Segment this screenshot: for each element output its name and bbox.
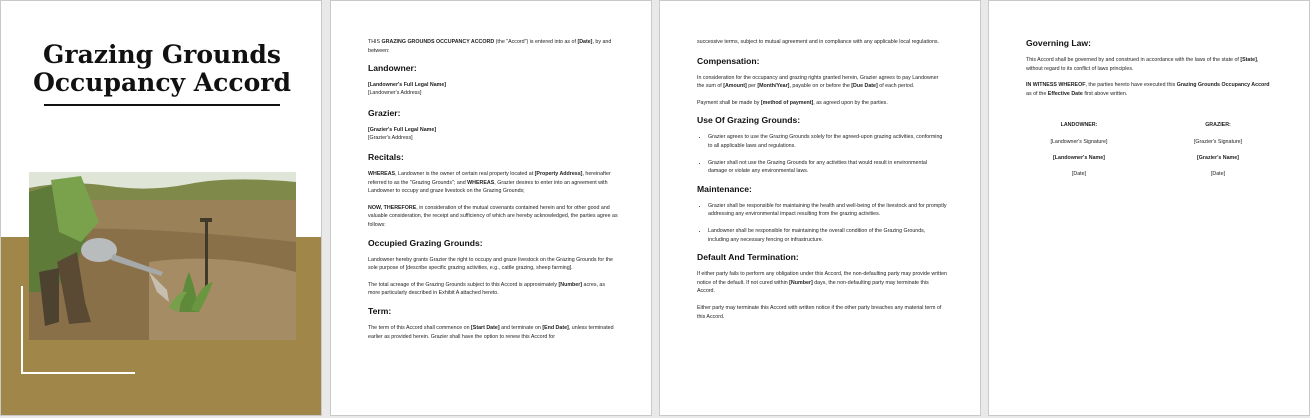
cover-frame-line-vertical: [21, 286, 23, 374]
page-3-content: [697, 38, 947, 329]
cover-photo-illustration: [29, 172, 296, 340]
intro-date-placeholder: [Date]: [577, 39, 593, 45]
text-run: of each period.: [877, 83, 915, 90]
text-run: The total acreage of the Grazing Grounds subject to this Accord is approximately: [368, 281, 559, 288]
text-run: , without regard to its conflict of laws principles.: [1026, 57, 1259, 72]
compensation-paragraph-1: [697, 74, 947, 91]
maintenance-list: [697, 202, 947, 244]
payment-method-placeholder: [method of payment]: [760, 99, 814, 106]
intro-text: THIS: [368, 39, 382, 45]
bold-term: Effective Date: [1047, 90, 1083, 97]
due-date-placeholder: [Due Date]: [851, 83, 878, 90]
governing-law-heading: Governing Law:: [1026, 38, 1091, 48]
cover-frame-line-horizontal: [21, 372, 135, 374]
default-paragraph-1: [697, 270, 947, 296]
text-run: acres, as more particularly described in Exhibit A attached hereto.: [368, 281, 606, 297]
cover-page: [0, 0, 322, 416]
intro-accord-name: GRAZING GROUNDS OCCUPANCY ACCORD: [381, 39, 495, 45]
bold-term: WHEREAS: [368, 171, 396, 177]
amount-placeholder: [Amount]: [723, 83, 747, 90]
list-item: • Grazier agrees to use the Grazing Grounds solely for the agreed-upon grazing activities, conforming to all applicable laws and regulations.: [708, 133, 947, 150]
recital-now-therefore-paragraph: [368, 204, 618, 230]
text-run: This Accord shall be governed by and construed in accordance with the laws of the state of: [1026, 57, 1241, 63]
text-run: , in consideration of the mutual covenants contained herein and for other good and valuable consideration, the receipt and sufficiency of which are hereby acknowledged, the parties agree as follows:: [368, 204, 618, 228]
cover-title-line1: Grazing Grounds: [43, 40, 281, 69]
witness-paragraph: [1026, 81, 1276, 98]
property-address-placeholder: [Property Address]: [534, 171, 583, 177]
recital-whereas-paragraph: [368, 170, 618, 196]
text-run: , payable on or before the: [789, 83, 852, 90]
page-3: [659, 0, 981, 416]
page-4-content: [1026, 38, 1276, 106]
maintenance-heading: Maintenance:: [697, 183, 752, 194]
bold-term: IN WITNESS WHEREOF: [1026, 82, 1086, 89]
default-paragraph-2: Either party may terminate this Accord with written notice if the other party breaches any material term of this Accord.: [697, 304, 942, 320]
accord-name: Grazing Grounds Occupancy Accord: [1176, 82, 1270, 89]
compensation-heading: Compensation:: [697, 55, 760, 66]
use-of-grounds-heading: Use Of Grazing Grounds:: [697, 115, 801, 126]
text-run: If either party fails to perform any obligation under this Accord, the non-defaulting party may provide written notice of the default. If not cured within: [697, 271, 947, 286]
text-run: and terminate on: [499, 324, 543, 331]
landowner-name-placeholder: [Landowner's Name]: [1053, 155, 1105, 161]
page-2: [330, 0, 652, 416]
text-run: per: [746, 83, 758, 90]
grazier-signature-placeholder: [Grazier's Signature]: [1193, 139, 1243, 145]
cover-title-line2: Occupancy Accord: [33, 68, 291, 97]
text-run: , Landowner is the owner of certain real property located at: [395, 171, 535, 177]
period-placeholder: [Month/Year]: [757, 83, 790, 90]
term-paragraph: [368, 324, 618, 341]
term-continuation: successive terms, subject to mutual agreement and in compliance with any applicable local regulations.: [697, 39, 940, 45]
bold-term: NOW, THEREFORE: [368, 204, 417, 211]
acreage-placeholder: [Number]: [558, 281, 583, 288]
text-run: days, the non-defaulting party may terminate this Accord.: [697, 279, 929, 295]
landowner-address-placeholder: [Landowner's Address]: [368, 90, 422, 97]
page-2-content: [368, 38, 618, 349]
grazier-address-placeholder: [Grazier's Address]: [368, 134, 413, 141]
text-run: The term of this Accord shall commence on: [368, 324, 472, 331]
grazier-signature-title: GRAZIER:: [1205, 122, 1231, 128]
grazier-heading: Grazier:: [368, 107, 401, 118]
recitals-heading: Recitals:: [368, 152, 404, 162]
text-run: , the parties hereto have executed this: [1085, 82, 1177, 89]
compensation-paragraph-2: [697, 99, 947, 108]
occupied-grounds-paragraph-1: Landowner hereby grants Grazier the right to occupy and graze livestock on the Grazing Grounds for the sole purpose of [describe specific grazing activities, e.g., cattle grazing, sheep farming].: [368, 256, 613, 272]
text-run: In consideration for the occupancy and grazing rights granted herein, Grazier agrees to pay Landowner the sum of: [697, 74, 939, 90]
state-placeholder: [State]: [1240, 57, 1257, 63]
text-run: , unless terminated earlier as provided herein. Grazier shall have the option to renew this Accord for: [368, 324, 614, 340]
intro-text: , by and between:: [368, 39, 612, 54]
page-4: [988, 0, 1310, 416]
occupied-grounds-paragraph-2: [368, 281, 618, 298]
landowner-heading: Landowner:: [368, 63, 417, 74]
text-run: , as agreed upon by the parties.: [813, 99, 888, 106]
cover-photo-farmer-watering-plant: [29, 172, 296, 340]
text-run: , Grazier desires to enter into an agreement with Landowner to occupy and graze livestock on the Grazing Grounds;: [368, 179, 608, 195]
text-run: Payment shall be made by: [697, 99, 761, 106]
landowner-signature-column: [1029, 121, 1129, 186]
cover-title-rule: [44, 104, 280, 106]
list-item: • Landowner shall be responsible for maintaining the overall condition of the Grazing Grounds, including any necessary fencing or infrastructure.: [708, 227, 947, 244]
text-run: first above written.: [1082, 90, 1128, 97]
cure-days-placeholder: [Number]: [789, 279, 813, 286]
grazier-signature-column: [1168, 121, 1268, 186]
start-date-placeholder: [Start Date]: [471, 324, 500, 331]
intro-text: (the "Accord") is entered into as of: [494, 39, 578, 45]
list-item: • Grazier shall be responsible for maintaining the health and well-being of the livestock and for promptly addressing any environmental impact resulting from the grazing activities.: [708, 202, 947, 219]
text-run: , hereinafter referred to as the "Grazing Grounds"; and: [368, 171, 611, 186]
intro-paragraph: [368, 38, 618, 55]
landowner-date-placeholder: [Date]: [1071, 171, 1087, 177]
governing-law-paragraph: [1026, 56, 1276, 73]
bold-term: WHEREAS: [467, 179, 495, 186]
landowner-name-placeholder: [Landowner's Full Legal Name]: [368, 82, 447, 89]
list-item: • Grazier shall not use the Grazing Grounds for any activities that would result in environmental damage or violate any environmental laws.: [708, 159, 947, 176]
use-of-grounds-list: [697, 133, 947, 175]
cover-title: [1, 41, 322, 97]
landowner-signature-title: LANDOWNER:: [1060, 122, 1098, 128]
text-run: as of the: [1026, 90, 1048, 97]
default-termination-heading: Default And Termination:: [697, 252, 799, 263]
grazier-name-placeholder: [Grazier's Name]: [1197, 155, 1239, 161]
grazier-date-placeholder: [Date]: [1210, 171, 1226, 177]
landowner-signature-placeholder: [Landowner's Signature]: [1050, 139, 1108, 145]
occupied-grounds-heading: Occupied Grazing Grounds:: [368, 237, 483, 248]
end-date-placeholder: [End Date]: [542, 324, 569, 331]
term-heading: Term:: [368, 305, 392, 316]
grazier-name-placeholder: [Grazier's Full Legal Name]: [368, 126, 437, 133]
